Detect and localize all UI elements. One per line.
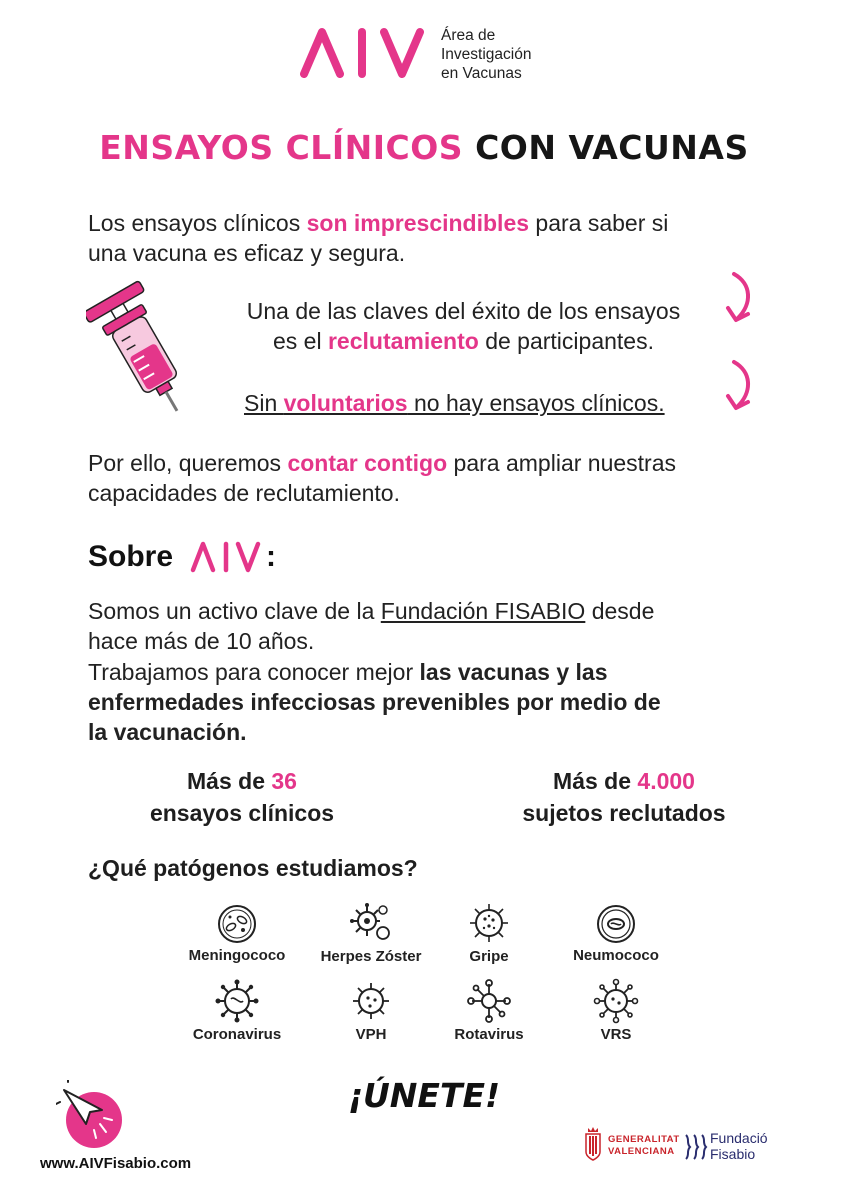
trabajamos-paragraph: Trabajamos para conocer mejor las vacunas y las enfermedades infecciosas prevenibles por medio de la vacunación. bbox=[88, 659, 661, 745]
stat-sujetos: Más de 4.000 sujetos reclutados bbox=[522, 768, 726, 826]
pathogen-coronavirus: Coronavirus bbox=[162, 978, 312, 1043]
pathogen-meningococo: Meningococo bbox=[162, 903, 312, 964]
claves-paragraph: Una de las claves del éxito de los ensayos es el reclutamiento de participantes. bbox=[246, 298, 681, 354]
neumococo-icon bbox=[595, 903, 637, 945]
sobre-colon: : bbox=[266, 540, 276, 573]
somos-paragraph: Somos un activo clave de la Fundación FISABIO desde hace más de 10 años. bbox=[88, 598, 655, 654]
pathogen-rotavirus: Rotavirus bbox=[414, 978, 564, 1043]
pathogen-vph: VPH bbox=[296, 978, 446, 1043]
vrs-icon bbox=[593, 978, 639, 1024]
logo-subtitle: Área de Investigación en Vacunas bbox=[441, 27, 532, 82]
curved-arrow-icon bbox=[722, 270, 756, 326]
vph-icon bbox=[348, 978, 394, 1024]
unete-cta: ¡ÚNETE! bbox=[347, 1076, 501, 1115]
fisabio-link[interactable]: Fundación FISABIO bbox=[380, 598, 586, 624]
website-link[interactable]: www.AIVFisabio.com bbox=[40, 1155, 192, 1172]
gripe-icon bbox=[466, 900, 512, 946]
stat-ensayos: Más de 36 ensayos clínicos bbox=[149, 768, 335, 826]
aiv-logo bbox=[300, 26, 430, 78]
pathogens-heading: ¿Qué patógenos estudiamos? bbox=[88, 855, 418, 881]
sobre-heading: Sobre bbox=[88, 540, 174, 573]
herpes-zoster-icon bbox=[348, 900, 394, 946]
curved-arrow-icon bbox=[722, 358, 756, 414]
fisabio-logo-icon bbox=[684, 1131, 708, 1161]
pathogen-vrs: VRS bbox=[541, 978, 691, 1043]
pathogen-gripe: Gripe bbox=[414, 900, 564, 965]
por-ello-paragraph: Por ello, queremos contar contigo para ampliar nuestras capacidades de reclutamiento. bbox=[88, 450, 677, 506]
page-title: ENSAYOS CLÍNICOS CON VACUNAS bbox=[99, 128, 749, 167]
generalitat-shield-icon bbox=[582, 1126, 604, 1162]
syringe-icon bbox=[86, 280, 201, 425]
coronavirus-icon bbox=[214, 978, 260, 1024]
generalitat-logo-text: GENERALITAT VALENCIANA bbox=[608, 1134, 680, 1157]
rotavirus-icon bbox=[466, 978, 512, 1024]
intro-paragraph: Los ensayos clínicos son imprescindibles para saber si una vacuna es eficaz y segura. bbox=[88, 210, 669, 266]
sin-voluntarios-line: Sin voluntarios no hay ensayos clínicos. bbox=[244, 390, 665, 416]
aiv-logo-small bbox=[190, 540, 262, 574]
meningococo-icon bbox=[216, 903, 258, 945]
cursor-click-icon bbox=[56, 1080, 128, 1152]
pathogen-neumococo: Neumococo bbox=[541, 903, 691, 964]
pathogen-herpes-zoster: Herpes Zóster bbox=[296, 900, 446, 965]
fisabio-logo-text: Fundació Fisabio bbox=[710, 1130, 768, 1162]
